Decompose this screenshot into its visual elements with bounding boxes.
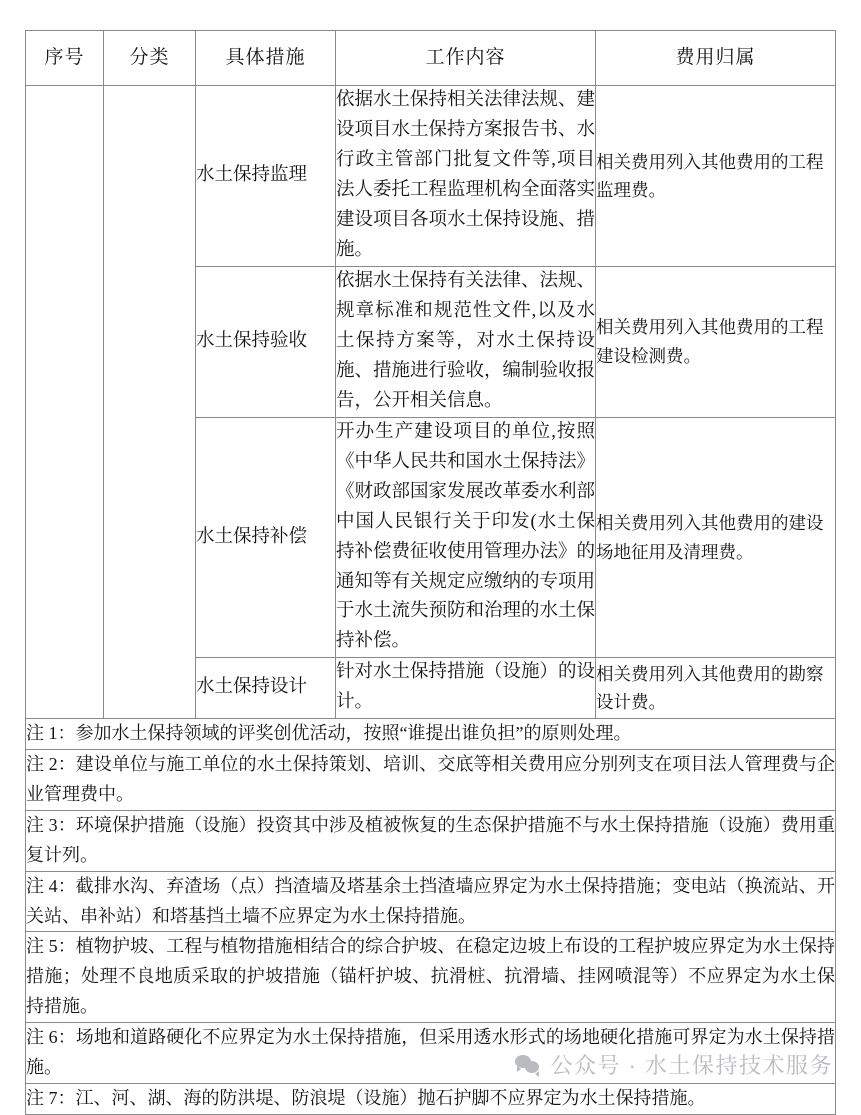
cell-measure: 水土保持验收 [196, 266, 336, 417]
column-header-category: 分类 [104, 31, 196, 86]
column-header-seq: 序号 [26, 31, 104, 86]
column-header-cost-attribution: 费用归属 [596, 31, 836, 86]
column-header-work-content: 工作内容 [336, 31, 596, 86]
cell-measure: 水土保持监理 [196, 86, 336, 267]
soil-water-conservation-table [25, 30, 836, 1115]
note-row [26, 750, 836, 811]
cell-work-content: 开办生产建设项目的单位,按照《中华人民共和国水土保持法》《财政部国家发展改革委水利部中国人民银行关于印发(水土保持补偿费征收使用管理办法》的通知等有关规定应缴纳的专项用于水土流失预防和治理的水土保持补偿。 [336, 417, 596, 658]
cell-work-content: 依据水土保持相关法律法规、建设项目水土保持方案报告书、水行政主管部门批复文件等,项目法人委托工程监理机构全面落实建设项目各项水土保持设施、措施。 [336, 86, 596, 267]
cell-seq [26, 86, 104, 719]
cell-work-content: 依据水土保持有关法律、法规、规章标准和规范性文件,以及水土保持方案等，对水土保持设施、措施进行验收，编制验收报告，公开相关信息。 [336, 266, 596, 417]
cell-cost-attribution: 相关费用列入其他费用的建设场地征用及清理费。 [596, 417, 836, 658]
note-item-7: 注 7：江、河、湖、海的防洪堤、防浪堤（设施）抛石护脚不应界定为水土保持措施。 [26, 1083, 836, 1114]
cell-cost-attribution: 相关费用列入其他费用的工程建设检测费。 [596, 266, 836, 417]
wechat-icon [515, 1054, 541, 1076]
table-header-row [26, 31, 836, 86]
cell-cost-attribution: 相关费用列入其他费用的工程监理费。 [596, 86, 836, 267]
cell-measure: 水土保持设计 [196, 658, 336, 719]
table-header [26, 31, 836, 86]
cell-measure: 水土保持补偿 [196, 417, 336, 658]
note-row [26, 719, 836, 750]
note-item-2: 注 2：建设单位与施工单位的水土保持策划、培训、交底等相关费用应分别列支在项目法人管理费与企业管理费中。 [26, 750, 836, 811]
note-item-1: 注 1：参加水土保持领域的评奖创优活动，按照“谁提出谁负担”的原则处理。 [26, 719, 836, 750]
column-header-measure: 具体措施 [196, 31, 336, 86]
cell-cost-attribution: 相关费用列入其他费用的勘察设计费。 [596, 658, 836, 719]
note-item-5: 注 5：植物护坡、工程与植物措施相结合的综合护坡、在稳定边坡上布设的工程护坡应界定为水土保持措施；处理不良地质采取的护坡措施（锚杆护坡、抗滑桩、抗滑墙、挂网喷混等）不应界定为水土保持措施。 [26, 932, 836, 1023]
table-row [26, 86, 836, 267]
cell-work-content: 针对水土保持措施（设施）的设计。 [336, 658, 596, 719]
table-body [26, 86, 836, 1115]
note-row [26, 810, 836, 871]
cell-category [104, 86, 196, 719]
note-item-3: 注 3：环境保护措施（设施）投资其中涉及植被恢复的生态保护措施不与水土保持措施（设施）费用重复计列。 [26, 810, 836, 871]
table-container [25, 30, 835, 1115]
note-item-4: 注 4：截排水沟、弃渣场（点）挡渣墙及塔基余土挡渣墙应界定为水土保持措施；变电站（换流站、开关站、串补站）和塔基挡土墙不应界定为水土保持措施。 [26, 871, 836, 932]
footer-watermark-text: 公众号 · 水土保持技术服务 [550, 1053, 833, 1078]
note-row [26, 932, 836, 1023]
note-row [26, 871, 836, 932]
note-row [26, 1083, 836, 1114]
note-item-6: 注 6：场地和道路硬化不应界定为水土保持措施，但采用透水形式的场地硬化措施可界定为水土保持措施。 [26, 1023, 836, 1084]
footer-watermark [515, 1049, 833, 1080]
